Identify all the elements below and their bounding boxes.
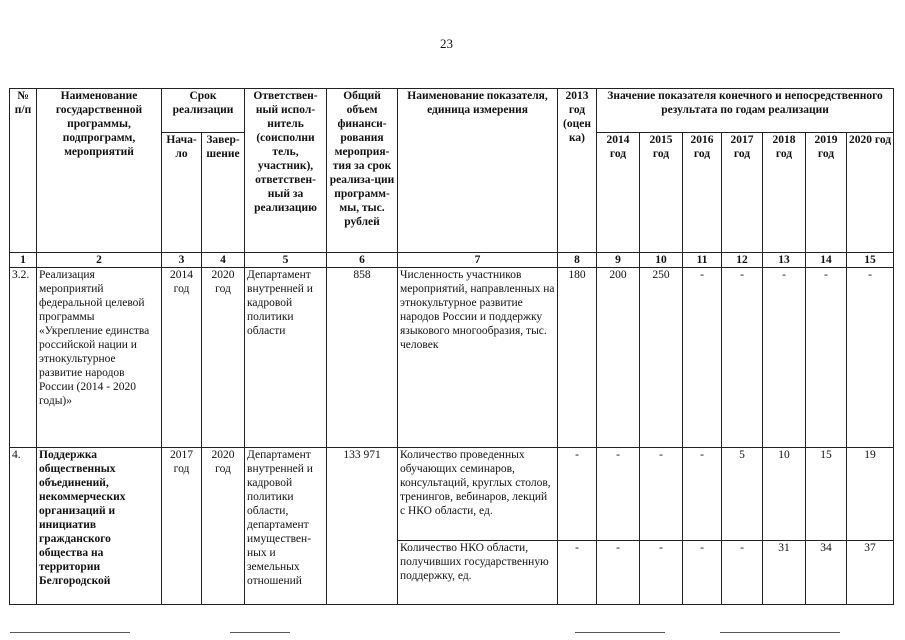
- column-number: 10: [640, 253, 683, 268]
- row-value-2017: 5: [722, 448, 763, 541]
- row-value-2018: 31: [763, 541, 806, 605]
- header-year-2018: 2018 год: [763, 133, 806, 253]
- row-value-2020: 37: [847, 541, 894, 605]
- row-indicator: Количество проведенных обучающих семинаров, консультаций, круглых столов, тренингов, вебинаров, лекций с НКО области, ед.: [398, 448, 558, 541]
- row-responsible: Департамент внутренней и кадровой политики области, департамент имуществен-ных и земельных отношений: [245, 448, 327, 605]
- scan-artifact-line: [10, 632, 130, 633]
- row-num: 3.2.: [10, 268, 37, 448]
- header-2013: 2013 год (оцен ка): [558, 89, 597, 253]
- header-year-2016: 2016 год: [683, 133, 722, 253]
- row-name: Реализация мероприятий федеральной целевой программы «Укрепление единства российской нации и этнокультурное развитие народов России (2014 - 2020 годы)»: [37, 268, 162, 448]
- scan-artifact-line: [230, 632, 290, 633]
- table-row: [10, 268, 894, 448]
- row-value-2015: -: [640, 541, 683, 605]
- header-name: Наименование государственной программы, подпрограмм, мероприятий: [37, 89, 162, 253]
- column-number: 13: [763, 253, 806, 268]
- column-number: 11: [683, 253, 722, 268]
- header-year-2020: 2020 год: [847, 133, 894, 253]
- row-value-2019: 15: [806, 448, 847, 541]
- header-financing: Общий объем финанси-рования мероприя-тия за срок реализа-ции программ-мы, тыс. рублей: [327, 89, 398, 253]
- header-end: Завер-шение: [202, 133, 245, 253]
- column-number: 15: [847, 253, 894, 268]
- row-financing: 858: [327, 268, 398, 448]
- column-number: 2: [37, 253, 162, 268]
- header-indicator: Наименование показателя, единица измерения: [398, 89, 558, 253]
- row-value-2019: -: [806, 268, 847, 448]
- row-end: 2020 год: [202, 448, 245, 605]
- column-number: 8: [558, 253, 597, 268]
- row-value-2014: 200: [597, 268, 640, 448]
- row-start: 2017 год: [162, 448, 202, 605]
- header-start: Нача-ло: [162, 133, 202, 253]
- row-value-2016: -: [683, 268, 722, 448]
- row-value-2017: -: [722, 268, 763, 448]
- program-table: [9, 88, 894, 605]
- header-responsible: Ответствен-ный испол-нитель (соисполни тель, участник), ответствен-ный за реализацию: [245, 89, 327, 253]
- row-indicator: Количество НКО области, получивших государственную поддержку, ед.: [398, 541, 558, 605]
- row-financing: 133 971: [327, 448, 398, 605]
- row-value-2013: -: [558, 448, 597, 541]
- row-value-2020: 19: [847, 448, 894, 541]
- header-year-2015: 2015 год: [640, 133, 683, 253]
- row-value-2017: -: [722, 541, 763, 605]
- row-value-2019: 34: [806, 541, 847, 605]
- row-name: Поддержка общественных объединений, некоммерческих организаций и инициатив гражданского общества на территории Белгородской: [37, 448, 162, 605]
- row-value-2014: -: [597, 448, 640, 541]
- column-number: 4: [202, 253, 245, 268]
- row-start: 2014 год: [162, 268, 202, 448]
- row-num: 4.: [10, 448, 37, 605]
- column-number: 9: [597, 253, 640, 268]
- row-value-2020: -: [847, 268, 894, 448]
- row-value-2013: -: [558, 541, 597, 605]
- row-value-2015: 250: [640, 268, 683, 448]
- column-number: 6: [327, 253, 398, 268]
- row-value-2015: -: [640, 448, 683, 541]
- row-indicator: Численность участников мероприятий, направленных на этнокультурное развитие народов России и поддержку языкового многообразия, тыс. человек: [398, 268, 558, 448]
- column-number: 1: [10, 253, 37, 268]
- row-value-2018: 10: [763, 448, 806, 541]
- column-number: 5: [245, 253, 327, 268]
- header-year-2019: 2019 год: [806, 133, 847, 253]
- row-value-2016: -: [683, 541, 722, 605]
- row-responsible: Департамент внутренней и кадровой политики области: [245, 268, 327, 448]
- scan-artifact-line: [720, 632, 840, 633]
- header-year-2014: 2014 год: [597, 133, 640, 253]
- column-number: 7: [398, 253, 558, 268]
- header-period: Срок реализации: [162, 89, 245, 133]
- table-row: [10, 448, 894, 541]
- column-number: 14: [806, 253, 847, 268]
- column-number: 12: [722, 253, 763, 268]
- header-year-2017: 2017 год: [722, 133, 763, 253]
- page-number: 23: [440, 36, 453, 51]
- column-number: 3: [162, 253, 202, 268]
- header-values-group: Значение показателя конечного и непосредственного результата по годам реализации: [597, 89, 894, 133]
- scan-artifact-line: [575, 632, 665, 633]
- row-value-2016: -: [683, 448, 722, 541]
- row-end: 2020 год: [202, 268, 245, 448]
- row-value-2014: -: [597, 541, 640, 605]
- header-num: № п/п: [10, 89, 37, 253]
- column-numbers-row: [10, 253, 894, 268]
- row-value-2018: -: [763, 268, 806, 448]
- row-value-2013: 180: [558, 268, 597, 448]
